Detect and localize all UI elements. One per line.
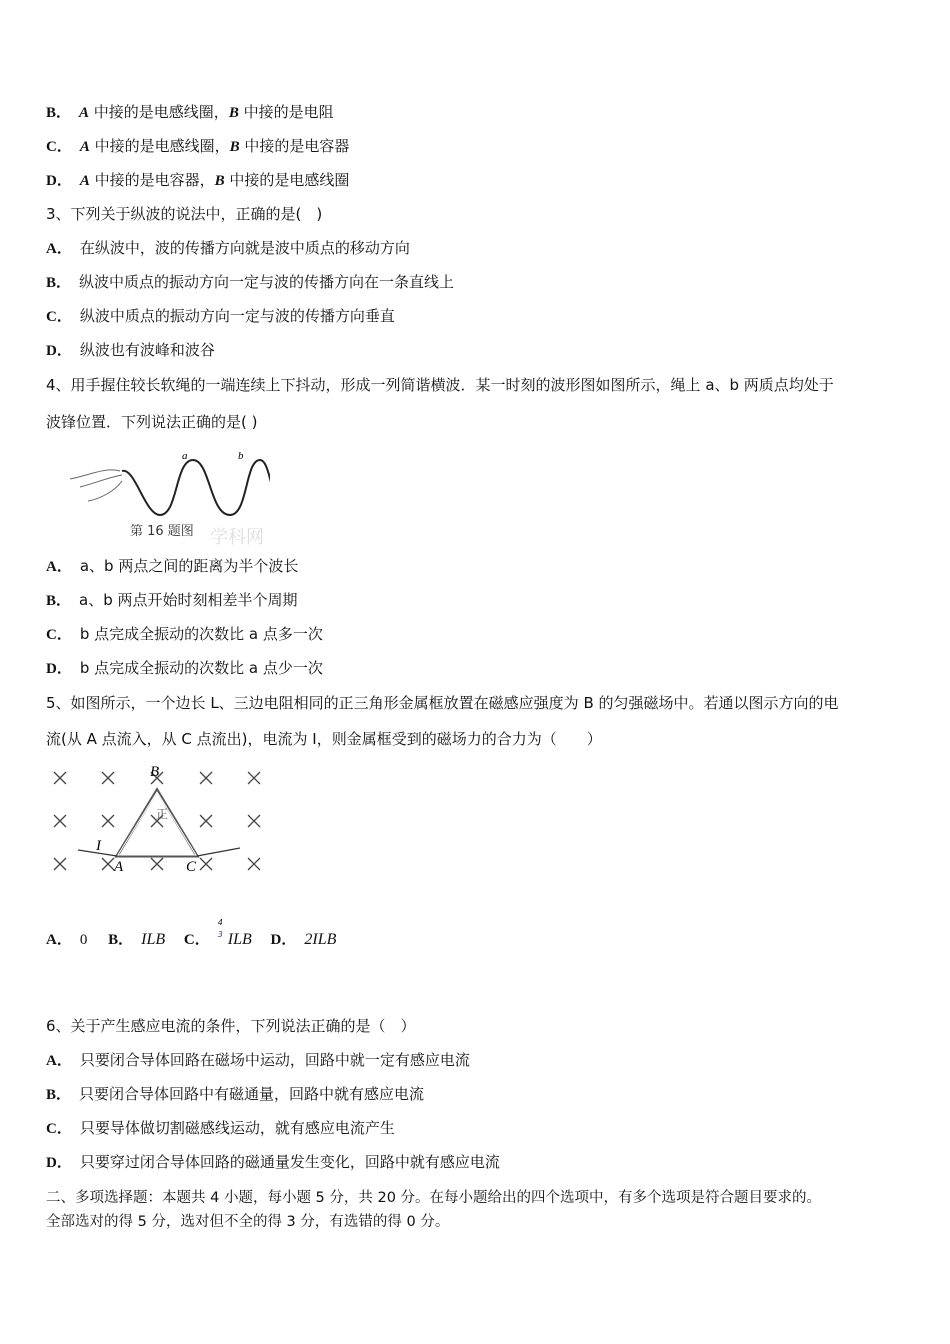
var: A bbox=[79, 105, 90, 121]
q5-stem-line2: 流(从 A 点流入，从 C 点流出)，电流为 I，则金属框受到的磁场力的合力为（ ） bbox=[46, 730, 602, 748]
option-text: 只要穿过闭合导体回路的磁通量发生变化，回路中就有感应电流 bbox=[79, 1153, 500, 1171]
q2-option-b bbox=[46, 102, 334, 123]
var: B bbox=[214, 173, 225, 189]
option-label: C． bbox=[46, 1121, 72, 1137]
text: 中接的是电容器， bbox=[89, 171, 215, 189]
watermark: 学科网 bbox=[210, 527, 264, 545]
option-value: ILB bbox=[141, 931, 166, 948]
option-label: B． bbox=[108, 932, 134, 948]
q4-option-d bbox=[46, 658, 323, 679]
q3-option-d bbox=[46, 340, 215, 361]
option-label: B． bbox=[46, 1087, 72, 1103]
q4-stem-line2: 波锋位置．下列说法正确的是( ) bbox=[46, 413, 258, 431]
section2-instructions: 全部选对的得 5 分，选对但不全的得 3 分，有选错的得 0 分。 bbox=[46, 1214, 450, 1230]
q6-option-a bbox=[46, 1050, 470, 1071]
option-label: C． bbox=[46, 139, 72, 155]
q4-stem-line1: 4、用手握住较长软绳的一端连续上下抖动，形成一列简谐横波．某一时刻的波形图如图所示，绳上 a、b 两质点均处于 bbox=[46, 376, 834, 394]
point-b-label: b bbox=[238, 450, 244, 462]
triangle-frame bbox=[117, 790, 197, 856]
option-text: b 点完成全振动的次数比 a 点多一次 bbox=[79, 625, 323, 643]
denominator: 3 bbox=[217, 930, 223, 939]
option-label: D． bbox=[46, 661, 72, 677]
var: B bbox=[228, 105, 239, 121]
point-a-label: a bbox=[182, 450, 188, 462]
q3-option-c bbox=[46, 306, 395, 327]
option-label: D． bbox=[270, 932, 297, 948]
text: 中接的是电容器 bbox=[239, 137, 350, 155]
triangle-field-figure bbox=[40, 758, 280, 878]
q6-option-c bbox=[46, 1118, 395, 1139]
vertex-c-label: C bbox=[186, 859, 197, 875]
option-label: D． bbox=[46, 173, 72, 189]
option-label: D． bbox=[46, 343, 72, 359]
q4-option-b bbox=[46, 590, 298, 611]
q2-option-c bbox=[46, 136, 349, 157]
text: 中接的是电感线圈， bbox=[89, 103, 229, 121]
figure-caption: 第 16 题图 bbox=[130, 524, 194, 539]
option-text: 只要导体做切割磁感线运动，就有感应电流产生 bbox=[79, 1119, 395, 1137]
option-text: a、b 两点之间的距离为半个波长 bbox=[79, 557, 299, 575]
option-text: b 点完成全振动的次数比 a 点少一次 bbox=[79, 659, 323, 677]
q6-option-d bbox=[46, 1152, 500, 1173]
option-label: B． bbox=[46, 593, 72, 609]
numerator: 4 bbox=[217, 918, 223, 927]
section2-heading: 二、多项选择题：本题共 4 小题，每小题 5 分，共 20 分。在每小题给出的四个选项中，有多个选项是符合题目要求的。 bbox=[46, 1190, 822, 1206]
wave-figure bbox=[60, 445, 270, 545]
vertex-b-label: B bbox=[150, 764, 160, 780]
option-label: A． bbox=[46, 1053, 72, 1069]
q2-option-d bbox=[46, 170, 349, 191]
option-text: a、b 两点开始时刻相差半个周期 bbox=[79, 591, 298, 609]
q6-option-b bbox=[46, 1084, 424, 1105]
q5-stem-line1: 5、如图所示，一个边长 L、三边电阻相同的正三角形金属框放置在磁感应强度为 B 的匀强磁场中。若通以图示方向的电 bbox=[46, 694, 839, 712]
option-text: 纵波中质点的振动方向一定与波的传播方向在一条直线上 bbox=[79, 273, 455, 291]
option-text: 纵波中质点的振动方向一定与波的传播方向垂直 bbox=[79, 307, 395, 325]
option-label: D． bbox=[46, 1155, 72, 1171]
text: 中接的是电感线圈， bbox=[89, 137, 230, 155]
var: A bbox=[79, 139, 90, 155]
option-text: 在纵波中，波的传播方向就是波中质点的移动方向 bbox=[79, 239, 410, 257]
option-label: A． bbox=[46, 932, 72, 948]
option-label: C． bbox=[46, 627, 72, 643]
option-label: C． bbox=[46, 309, 72, 325]
current-label: I bbox=[96, 838, 101, 854]
option-label: A． bbox=[46, 241, 72, 257]
option-label: A． bbox=[46, 559, 72, 575]
vertex-a-label: A bbox=[114, 859, 124, 875]
q4-option-c bbox=[46, 624, 323, 645]
option-text: 只要闭合导体回路中有磁通量，回路中就有感应电流 bbox=[79, 1085, 425, 1103]
option-value: 2ILB bbox=[304, 931, 337, 948]
text: 中接的是电阻 bbox=[238, 103, 334, 121]
option-label: C． bbox=[183, 932, 210, 948]
q5-options bbox=[46, 918, 337, 950]
figure-mark: 正 bbox=[156, 807, 169, 821]
q6-stem: 6、关于产生感应电流的条件，下列说法正确的是（ ） bbox=[46, 1017, 416, 1035]
q3-stem: 3、下列关于纵波的说法中，正确的是( ) bbox=[46, 205, 323, 223]
option-value: ILB bbox=[227, 931, 252, 948]
q4-option-a bbox=[46, 556, 298, 577]
option-text: 纵波也有波峰和波谷 bbox=[79, 341, 215, 359]
q3-option-b bbox=[46, 272, 454, 293]
q3-option-a bbox=[46, 238, 410, 259]
var: B bbox=[229, 139, 240, 155]
var: A bbox=[79, 173, 90, 189]
option-value: 0 bbox=[79, 932, 88, 948]
text: 中接的是电感线圈 bbox=[224, 171, 350, 189]
option-label: B． bbox=[46, 275, 72, 291]
option-label: B． bbox=[46, 105, 72, 121]
option-text: 只要闭合导体回路在磁场中运动，回路中就一定有感应电流 bbox=[79, 1051, 470, 1069]
